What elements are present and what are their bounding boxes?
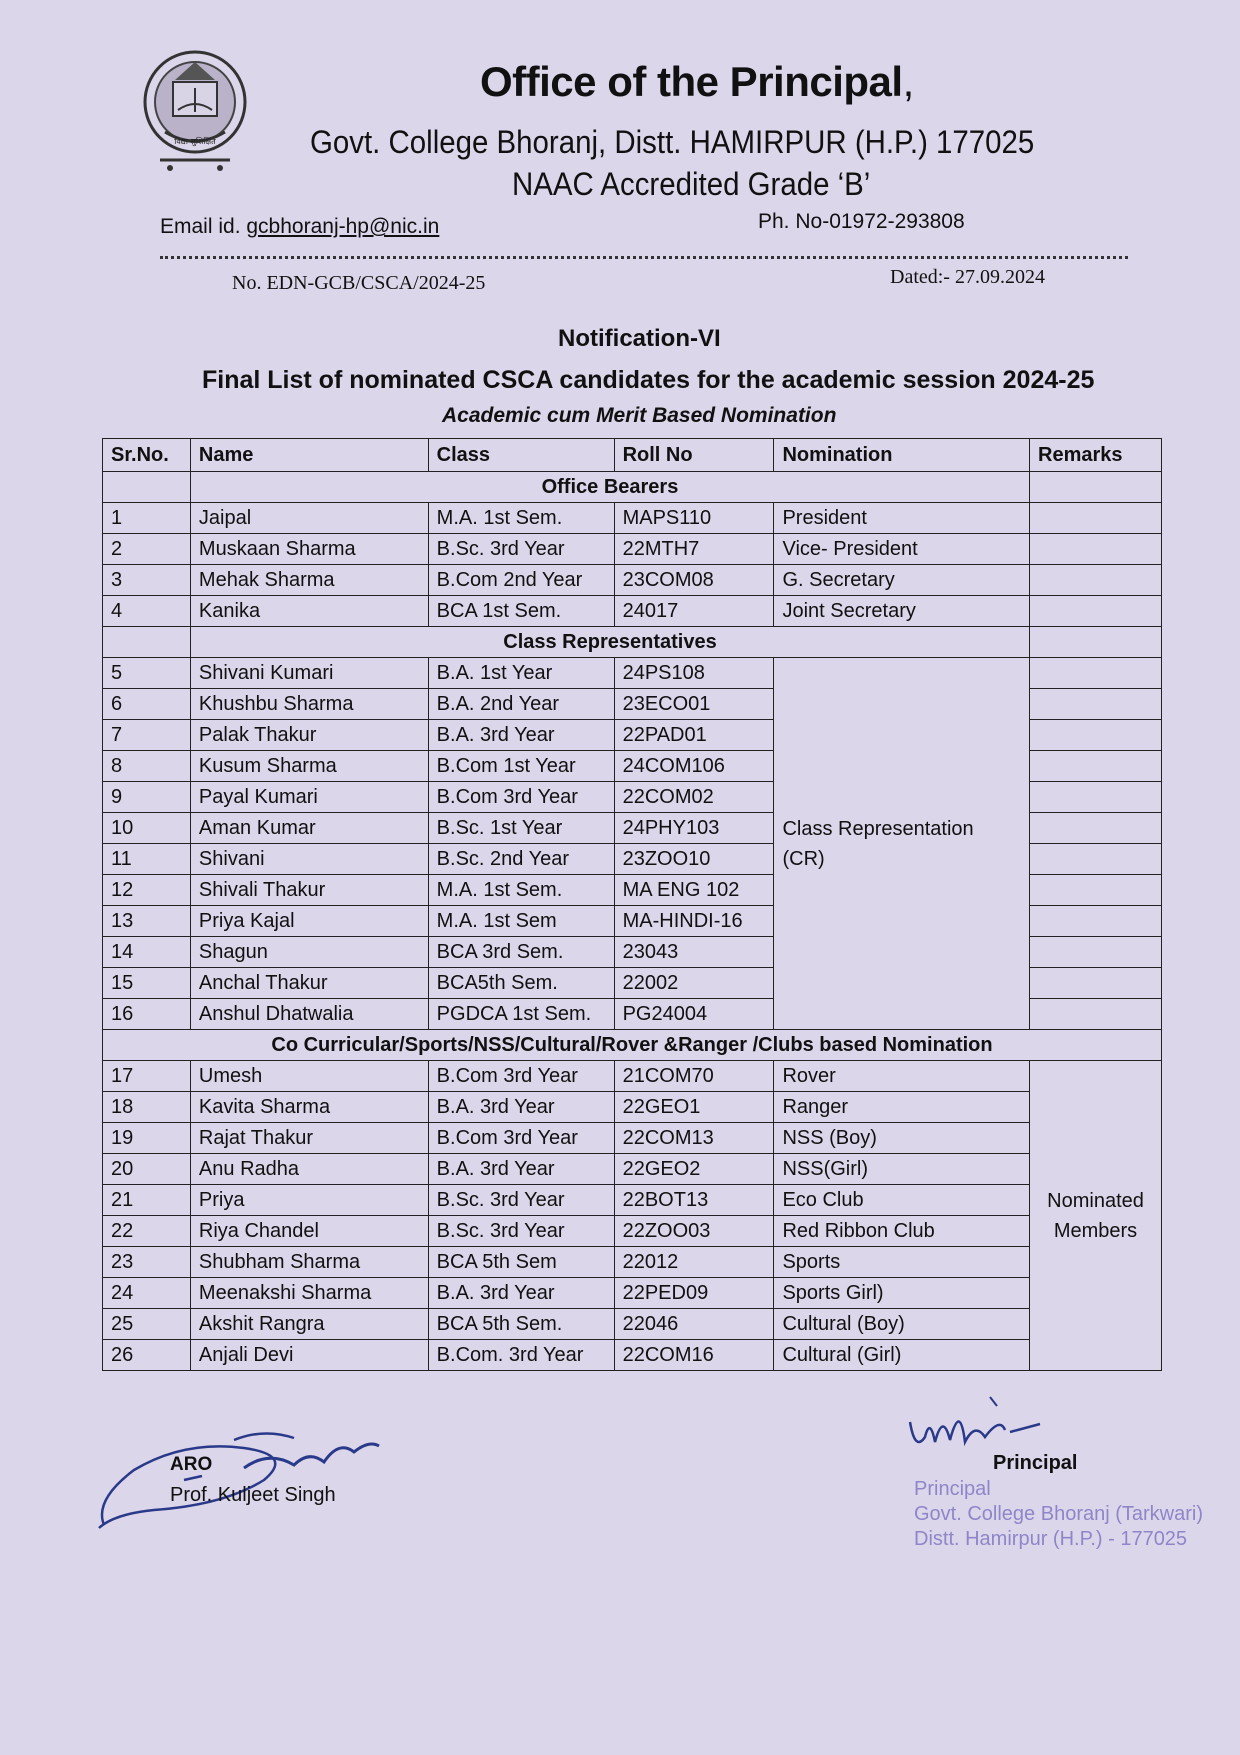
class-cell: BCA5th Sem. xyxy=(428,968,614,999)
sr-no-cell: 13 xyxy=(103,906,191,937)
name-cell: Rajat Thakur xyxy=(190,1123,428,1154)
sr-no-cell: 6 xyxy=(103,689,191,720)
roll-no-cell: 22012 xyxy=(614,1247,774,1278)
name-cell: Shubham Sharma xyxy=(190,1247,428,1278)
table-body xyxy=(103,472,1162,1371)
name-cell: Priya xyxy=(190,1185,428,1216)
principal-stamp xyxy=(914,1477,1203,1552)
aro-name: Prof. Kuljeet Singh xyxy=(170,1484,336,1506)
remarks-cell xyxy=(1030,875,1162,906)
name-cell: Meenakshi Sharma xyxy=(190,1278,428,1309)
remarks-cell xyxy=(1030,472,1162,503)
remarks-cell xyxy=(1030,999,1162,1030)
remarks-cell xyxy=(1030,565,1162,596)
principal-label: Principal xyxy=(993,1452,1078,1474)
roll-no-cell: MA-HINDI-16 xyxy=(614,906,774,937)
sr-no-cell: 21 xyxy=(103,1185,191,1216)
class-cell: BCA 3rd Sem. xyxy=(428,937,614,968)
name-cell: Shivani Kumari xyxy=(190,658,428,689)
nomination-cell: Sports xyxy=(774,1247,1030,1278)
dotted-divider xyxy=(160,256,1128,259)
class-cell: BCA 5th Sem xyxy=(428,1247,614,1278)
section-row xyxy=(103,472,1162,503)
sr-no-cell: 14 xyxy=(103,937,191,968)
notification-subheading: Academic cum Merit Based Nomination xyxy=(442,404,837,427)
table-row xyxy=(103,1309,1162,1340)
class-cell: B.A. 2nd Year xyxy=(428,689,614,720)
sr-no-cell: 24 xyxy=(103,1278,191,1309)
sr-no-cell: 8 xyxy=(103,751,191,782)
nomination-cell: Ranger xyxy=(774,1092,1030,1123)
table-row xyxy=(103,1185,1162,1216)
col-header-nomination: Nomination xyxy=(774,439,1030,472)
roll-no-cell: 22GEO2 xyxy=(614,1154,774,1185)
table-header-row xyxy=(103,439,1162,472)
name-cell: Shagun xyxy=(190,937,428,968)
remarks-cell xyxy=(1030,782,1162,813)
sr-no-cell: 25 xyxy=(103,1309,191,1340)
sr-no-cell: 16 xyxy=(103,999,191,1030)
sr-no-cell: 1 xyxy=(103,503,191,534)
sr-no-cell: 12 xyxy=(103,875,191,906)
roll-no-cell: 21COM70 xyxy=(614,1061,774,1092)
svg-text:विद्या सुशिक्षितं: विद्या सुशिक्षितं xyxy=(174,137,216,146)
roll-no-cell: 22PED09 xyxy=(614,1278,774,1309)
col-header-name: Name xyxy=(190,439,428,472)
class-cell: M.A. 1st Sem. xyxy=(428,503,614,534)
name-cell: Umesh xyxy=(190,1061,428,1092)
sr-no-cell: 17 xyxy=(103,1061,191,1092)
sr-no-cell: 26 xyxy=(103,1340,191,1371)
class-cell: B.Sc. 3rd Year xyxy=(428,1216,614,1247)
sr-no-cell: 19 xyxy=(103,1123,191,1154)
remarks-cell xyxy=(1030,844,1162,875)
nomination-cell: NSS (Boy) xyxy=(774,1123,1030,1154)
remarks-cell xyxy=(1030,720,1162,751)
nominated-members-cell: Nominated Members xyxy=(1030,1061,1162,1371)
section-title: Co Curricular/Sports/NSS/Cultural/Rover &Ranger /Clubs based Nomination xyxy=(103,1030,1162,1061)
page-title: Office of the Principal, xyxy=(480,58,914,105)
remarks-cell xyxy=(1030,627,1162,658)
date-line: Dated:- 27.09.2024 xyxy=(890,266,1045,288)
roll-no-cell: PG24004 xyxy=(614,999,774,1030)
roll-no-cell: 23ZOO10 xyxy=(614,844,774,875)
email-line xyxy=(160,215,439,239)
class-cell: B.Com 3rd Year xyxy=(428,1123,614,1154)
roll-no-cell: 22046 xyxy=(614,1309,774,1340)
roll-no-cell: 22MTH7 xyxy=(614,534,774,565)
class-cell: M.A. 1st Sem xyxy=(428,906,614,937)
name-cell: Jaipal xyxy=(190,503,428,534)
table-row xyxy=(103,534,1162,565)
table-row xyxy=(103,1216,1162,1247)
roll-no-cell: 24PS108 xyxy=(614,658,774,689)
aro-signature xyxy=(94,1410,414,1550)
roll-no-cell: 23043 xyxy=(614,937,774,968)
table-row xyxy=(103,1061,1162,1092)
nomination-cell: Rover xyxy=(774,1061,1030,1092)
name-cell: Muskaan Sharma xyxy=(190,534,428,565)
class-cell: B.A. 3rd Year xyxy=(428,1278,614,1309)
class-cell: B.Com 1st Year xyxy=(428,751,614,782)
class-cell: B.Sc. 1st Year xyxy=(428,813,614,844)
col-header-srno: Sr.No. xyxy=(103,439,191,472)
class-cell: PGDCA 1st Sem. xyxy=(428,999,614,1030)
naac-grade: NAAC Accredited Grade ‘B’ xyxy=(512,166,871,202)
name-cell: Palak Thakur xyxy=(190,720,428,751)
col-header-class: Class xyxy=(428,439,614,472)
nomination-cell: Vice- President xyxy=(774,534,1030,565)
sr-no-cell: 15 xyxy=(103,968,191,999)
table-row xyxy=(103,1340,1162,1371)
class-cell: B.Sc. 3rd Year xyxy=(428,534,614,565)
remarks-cell xyxy=(1030,937,1162,968)
section-blank-cell xyxy=(103,627,191,658)
sr-no-cell: 7 xyxy=(103,720,191,751)
sr-no-cell: 18 xyxy=(103,1092,191,1123)
class-cell: B.Sc. 2nd Year xyxy=(428,844,614,875)
aro-label: ARO xyxy=(170,1454,213,1475)
sr-no-cell: 10 xyxy=(103,813,191,844)
name-cell: Riya Chandel xyxy=(190,1216,428,1247)
table-row xyxy=(103,658,1162,689)
name-cell: Kanika xyxy=(190,596,428,627)
nomination-cell: Joint Secretary xyxy=(774,596,1030,627)
nomination-cell: Eco Club xyxy=(774,1185,1030,1216)
stamp-line: Principal xyxy=(914,1478,991,1500)
section-row xyxy=(103,627,1162,658)
sr-no-cell: 23 xyxy=(103,1247,191,1278)
remarks-cell xyxy=(1030,534,1162,565)
table-row xyxy=(103,596,1162,627)
nomination-cell: Cultural (Girl) xyxy=(774,1340,1030,1371)
class-cell: B.Sc. 3rd Year xyxy=(428,1185,614,1216)
class-cell: B.Com. 3rd Year xyxy=(428,1340,614,1371)
name-cell: Kusum Sharma xyxy=(190,751,428,782)
name-cell: Payal Kumari xyxy=(190,782,428,813)
table-row xyxy=(103,503,1162,534)
sr-no-cell: 2 xyxy=(103,534,191,565)
sr-no-cell: 11 xyxy=(103,844,191,875)
remarks-cell xyxy=(1030,596,1162,627)
class-cell: B.A. 1st Year xyxy=(428,658,614,689)
class-representation-cell: Class Representation (CR) xyxy=(774,658,1030,1030)
sr-no-cell: 5 xyxy=(103,658,191,689)
section-title: Class Representatives xyxy=(190,627,1029,658)
college-emblem-icon xyxy=(140,40,250,180)
roll-no-cell: 22ZOO03 xyxy=(614,1216,774,1247)
roll-no-cell: 22COM16 xyxy=(614,1340,774,1371)
name-cell: Shivani xyxy=(190,844,428,875)
name-cell: Anshul Dhatwalia xyxy=(190,999,428,1030)
reference-number: No. EDN-GCB/CSCA/2024-25 xyxy=(232,272,486,294)
table-row xyxy=(103,1154,1162,1185)
sr-no-cell: 22 xyxy=(103,1216,191,1247)
sr-no-cell: 9 xyxy=(103,782,191,813)
roll-no-cell: 24COM106 xyxy=(614,751,774,782)
phone-number: Ph. No-01972-293808 xyxy=(758,210,965,233)
table-row xyxy=(103,1278,1162,1309)
name-cell: Khushbu Sharma xyxy=(190,689,428,720)
col-header-remarks: Remarks xyxy=(1030,439,1162,472)
name-cell: Mehak Sharma xyxy=(190,565,428,596)
class-cell: BCA 1st Sem. xyxy=(428,596,614,627)
sr-no-cell: 4 xyxy=(103,596,191,627)
notification-heading: Final List of nominated CSCA candidates for the academic session 2024-25 xyxy=(202,366,1095,394)
name-cell: Akshit Rangra xyxy=(190,1309,428,1340)
roll-no-cell: MA ENG 102 xyxy=(614,875,774,906)
section-title: Office Bearers xyxy=(190,472,1029,503)
remarks-cell xyxy=(1030,813,1162,844)
stamp-line: Govt. College Bhoranj (Tarkwari) xyxy=(914,1503,1203,1525)
roll-no-cell: MAPS110 xyxy=(614,503,774,534)
college-address: Govt. College Bhoranj, Distt. HAMIRPUR (H.P.) 177025 xyxy=(310,124,1035,160)
notification-title: Notification-VI xyxy=(558,325,721,352)
nominations-table xyxy=(102,438,1162,1371)
roll-no-cell: 24017 xyxy=(614,596,774,627)
remarks-cell xyxy=(1030,689,1162,720)
section-blank-cell xyxy=(103,472,191,503)
roll-no-cell: 22PAD01 xyxy=(614,720,774,751)
class-cell: BCA 5th Sem. xyxy=(428,1309,614,1340)
nomination-cell: Red Ribbon Club xyxy=(774,1216,1030,1247)
nomination-cell: President xyxy=(774,503,1030,534)
email-link[interactable]: gcbhoranj-hp@nic.in xyxy=(246,215,440,238)
name-cell: Kavita Sharma xyxy=(190,1092,428,1123)
roll-no-cell: 22002 xyxy=(614,968,774,999)
roll-no-cell: 22GEO1 xyxy=(614,1092,774,1123)
roll-no-cell: 22COM13 xyxy=(614,1123,774,1154)
remarks-cell xyxy=(1030,751,1162,782)
nomination-cell: Sports Girl) xyxy=(774,1278,1030,1309)
class-cell: B.Com 3rd Year xyxy=(428,1061,614,1092)
email-label: Email id. xyxy=(160,215,241,238)
name-cell: Anu Radha xyxy=(190,1154,428,1185)
table-row xyxy=(103,1247,1162,1278)
table-row xyxy=(103,565,1162,596)
roll-no-cell: 22BOT13 xyxy=(614,1185,774,1216)
name-cell: Shivali Thakur xyxy=(190,875,428,906)
stamp-line: Distt. Hamirpur (H.P.) - 177025 xyxy=(914,1528,1188,1550)
table-row xyxy=(103,1123,1162,1154)
name-cell: Aman Kumar xyxy=(190,813,428,844)
remarks-cell xyxy=(1030,658,1162,689)
section-row xyxy=(103,1030,1162,1061)
name-cell: Priya Kajal xyxy=(190,906,428,937)
remarks-cell xyxy=(1030,968,1162,999)
class-cell: B.A. 3rd Year xyxy=(428,1154,614,1185)
nomination-cell: Cultural (Boy) xyxy=(774,1309,1030,1340)
nomination-cell: G. Secretary xyxy=(774,565,1030,596)
name-cell: Anjali Devi xyxy=(190,1340,428,1371)
class-cell: B.Com 3rd Year xyxy=(428,782,614,813)
name-cell: Anchal Thakur xyxy=(190,968,428,999)
nomination-cell: NSS(Girl) xyxy=(774,1154,1030,1185)
class-cell: B.A. 3rd Year xyxy=(428,720,614,751)
roll-no-cell: 23ECO01 xyxy=(614,689,774,720)
col-header-rollno: Roll No xyxy=(614,439,774,472)
class-cell: B.A. 3rd Year xyxy=(428,1092,614,1123)
sr-no-cell: 3 xyxy=(103,565,191,596)
sr-no-cell: 20 xyxy=(103,1154,191,1185)
remarks-cell xyxy=(1030,906,1162,937)
class-cell: M.A. 1st Sem. xyxy=(428,875,614,906)
class-cell: B.Com 2nd Year xyxy=(428,565,614,596)
table-row xyxy=(103,1092,1162,1123)
remarks-cell xyxy=(1030,503,1162,534)
roll-no-cell: 23COM08 xyxy=(614,565,774,596)
roll-no-cell: 24PHY103 xyxy=(614,813,774,844)
roll-no-cell: 22COM02 xyxy=(614,782,774,813)
